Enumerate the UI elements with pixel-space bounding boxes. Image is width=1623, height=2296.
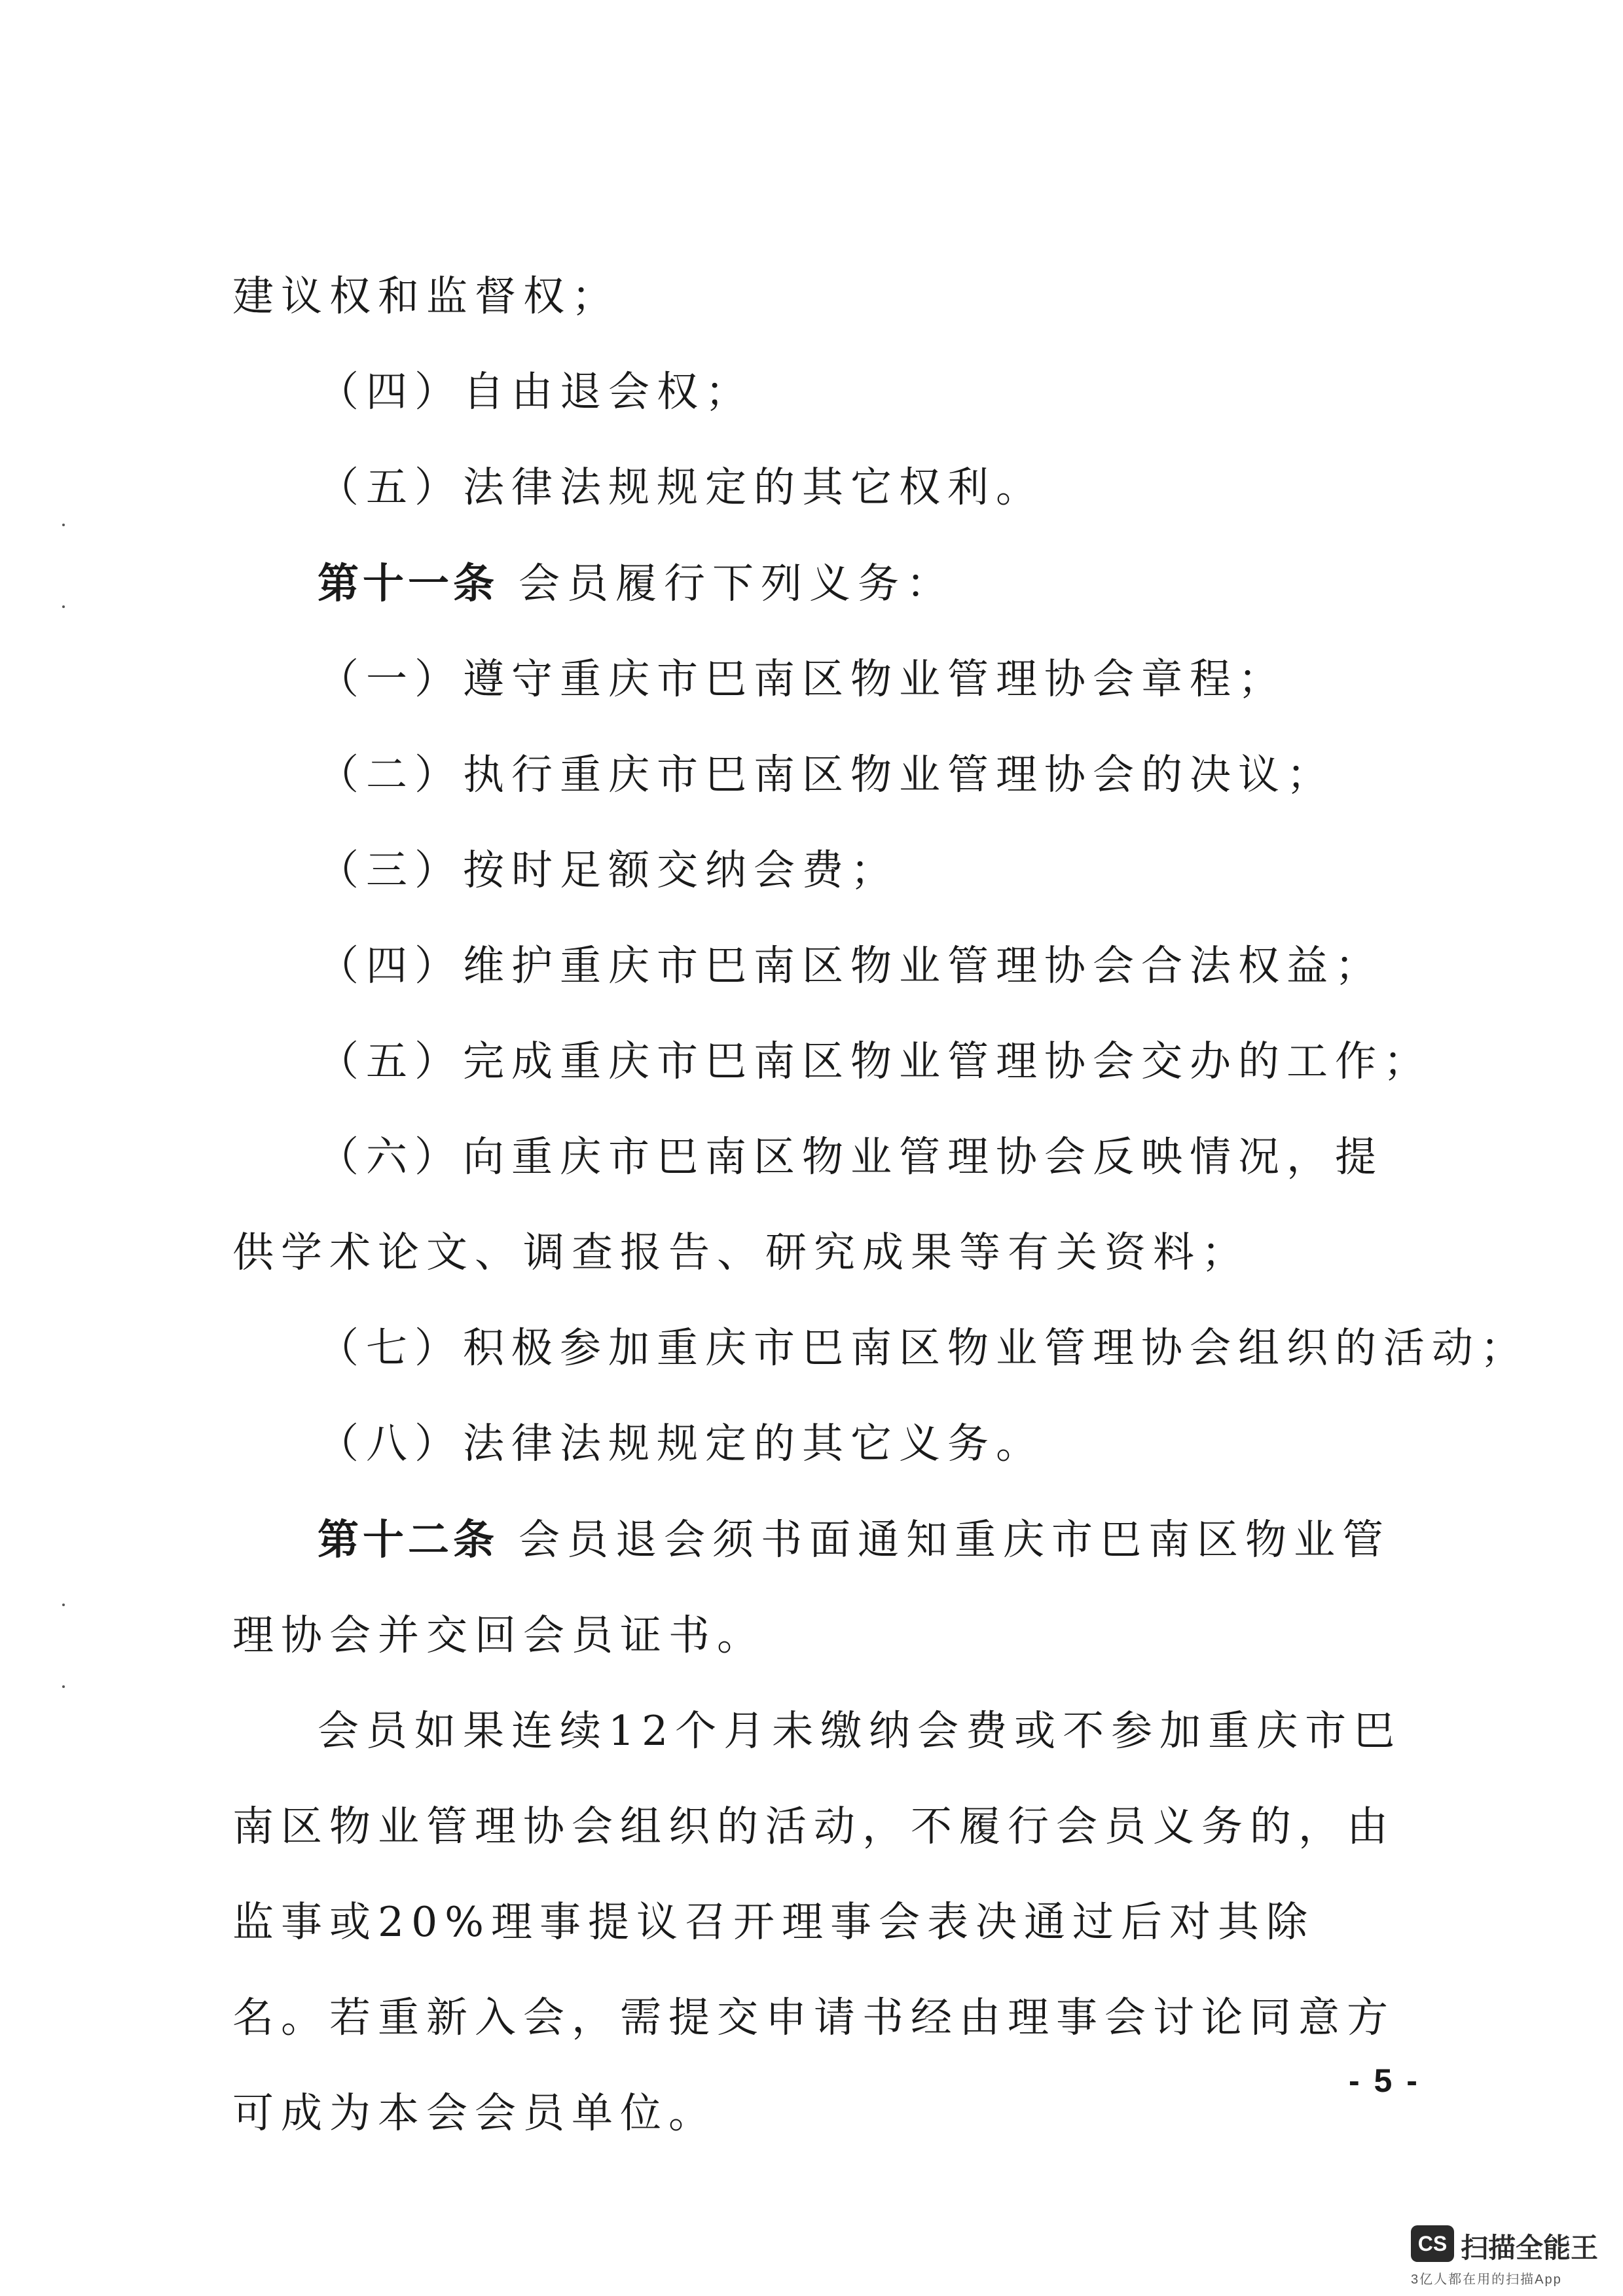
- text-line: （二）执行重庆市巴南区物业管理协会的决议；: [318, 751, 1335, 798]
- text-line: （五）完成重庆市巴南区物业管理协会交办的工作；: [318, 1037, 1432, 1085]
- text-line: （四）自由退会权；: [318, 368, 754, 416]
- cs-logo-icon: CS: [1411, 2225, 1454, 2262]
- scan-mark: [62, 605, 65, 608]
- scan-mark: [62, 1685, 65, 1688]
- article-text: 会员履行下列义务：: [498, 560, 955, 607]
- document-body: [232, 249, 1529, 2161]
- text-line: （一）遵守重庆市巴南区物业管理协会章程；: [318, 655, 1286, 703]
- text-line: 建议权和监督权；: [232, 272, 620, 320]
- text-line: （五）法律法规规定的其它权利。: [318, 463, 1044, 511]
- text-line: （八）法律法规规定的其它义务。: [318, 1420, 1044, 1467]
- scan-mark: [62, 1604, 65, 1606]
- text-line: （七）积极参加重庆市巴南区物业管理协会组织的活动；: [318, 1324, 1529, 1372]
- article-number: 第十一条: [318, 559, 498, 607]
- text-line: （三）按时足额交纳会费；: [318, 846, 899, 894]
- text-line: （四）维护重庆市巴南区物业管理协会合法权益；: [318, 942, 1383, 990]
- scanner-watermark: [1411, 2225, 1601, 2291]
- article-paragraph: [232, 1492, 1404, 1683]
- watermark-subtitle: 3亿人都在用的扫描App: [1411, 2272, 1562, 2287]
- article-text: 会员退会须书面通知重庆市巴南区物业管理协会并交回会员证书。: [232, 1516, 1391, 1659]
- article-heading: [232, 535, 1404, 632]
- watermark-title: 扫描全能王: [1461, 2233, 1599, 2263]
- text-paragraph: （六）向重庆市巴南区物业管理协会反映情况，提供学术论文、调查报告、研究成果等有关资料；: [232, 1133, 1383, 1276]
- text-paragraph: 会员如果连续12个月未缴纳会费或不参加重庆市巴南区物业管理协会组织的活动，不履行会员义务的，由监事或20%理事提议召开理事会表决通过后对其除名。若重新入会，需提交申请书经由理事会讨论同意方可成为本会会员单位。: [232, 1707, 1402, 2137]
- scan-mark: [62, 524, 65, 526]
- article-number: 第十二条: [318, 1515, 498, 1564]
- page-number: - 5 -: [1349, 2062, 1420, 2099]
